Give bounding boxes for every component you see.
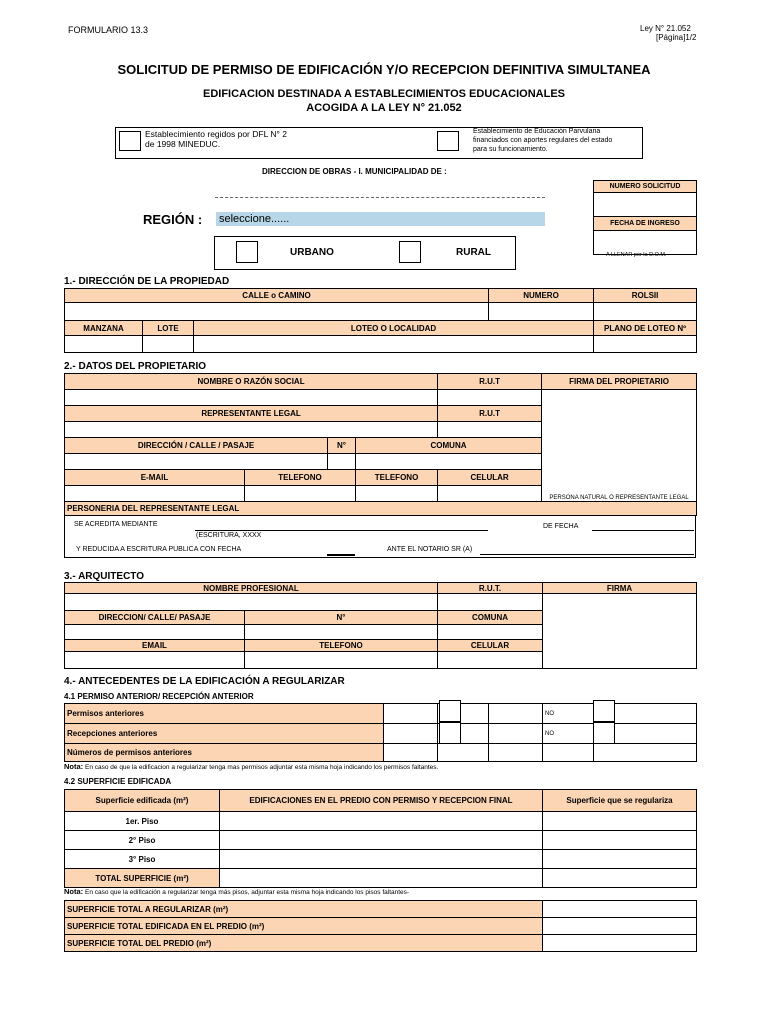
sup-regularizar-cell[interactable] [543,901,697,918]
region-select[interactable]: seleccione...... [216,212,545,226]
form-subtitle-1: EDIFICACION DESTINADA A ESTABLECIMIENTOS EDUCACIONALES [203,88,565,100]
piso-2-regulariza-cell[interactable] [543,831,697,850]
numeros-cell-5[interactable] [594,744,697,762]
notario-line[interactable] [480,554,694,555]
arq-firma-cell[interactable] [543,594,697,669]
arq-rut-header: R.U.T. [438,583,543,594]
arq-comuna-header: COMUNA [438,611,543,625]
totals-table [64,900,697,952]
numero-solicitud-cell[interactable] [594,193,697,217]
representante-header: REPRESENTANTE LEGAL [65,406,438,422]
lote-cell[interactable] [143,336,194,353]
rut-header: R.U.T [438,374,542,390]
office-use-table [593,180,697,255]
arq-direccion-cell[interactable] [65,625,245,640]
personeria-header: PERSONERIA DEL REPRESENTANTE LEGAL [65,502,697,516]
lote-header: LOTE [143,321,194,336]
permisos-label: Permisos anteriores [65,704,384,724]
rural-checkbox[interactable] [399,241,421,263]
nota-1 [64,762,438,771]
telefono2-header: TELEFONO [356,470,438,486]
arq-nombre-cell[interactable] [65,594,438,611]
arq-email-header: EMAIL [65,640,245,652]
nota-2 [64,887,409,896]
comuna-cell[interactable] [356,454,542,470]
sup-edificada-cell[interactable] [543,918,697,935]
calle-header: CALLE o CAMINO [65,289,489,303]
acredita-label: SE ACREDITA MEDIANTE [74,521,158,528]
numero-header: NUMERO [489,289,594,303]
persona-note: PERSONA NATURAL O REPRESENTANTE LEGAL [549,495,689,501]
nota-1-text: En caso de que la edificacion a regularizar tenga mas permisos adjuntar esta misma hoja indicando los permisos faltantes. [84,764,439,771]
total-regulariza-cell[interactable] [543,869,697,888]
numeros-cell-2[interactable] [438,744,489,762]
loteo-cell[interactable] [194,336,594,353]
manzana-header: MANZANA [65,321,143,336]
arq-celular-cell[interactable] [438,652,543,669]
section-4-2-title: 4.2 SUPERFICIE EDIFICADA [64,777,172,786]
celular-header: CELULAR [438,470,542,486]
arq-telefono-header: TELEFONO [245,640,438,652]
arq-direccion-header: DIRECCION/ CALLE/ PASAJE [65,611,245,625]
total-label: TOTAL SUPERFICIE (m²) [65,869,220,888]
rut-cell[interactable] [438,390,542,406]
telefono2-cell[interactable] [356,486,438,502]
recepciones-label: Recepciones anteriores [65,724,384,744]
municipality-label: DIRECCION DE OBRAS - I. MUNICIPALIDAD DE : [262,167,447,176]
nota-1-label: Nota: [64,762,84,771]
celular-cell[interactable] [438,486,542,502]
urbano-checkbox[interactable] [236,241,258,263]
reducida-label: Y REDUCIDA A ESCRITURA PUBLICA CON FECHA [76,546,242,553]
parvularia-label-2: financiados con aportes regulares del estado [473,137,613,144]
municipality-line [215,197,545,198]
arq-numero-cell[interactable] [245,625,438,640]
numero-owner-header: N° [328,438,356,454]
de-fecha-label: DE FECHA [543,523,579,530]
recepciones-no-cell [489,724,543,744]
arq-firma-header: FIRMA [543,583,697,594]
office-note: A LLENAR por la D.O.M. [606,252,667,258]
representante-cell[interactable] [65,422,438,438]
page-number: [Página]1/2 [656,33,697,42]
urbano-label: URBANO [290,247,334,258]
sup-edificada-label: SUPERFICIE TOTAL EDIFICADA EN EL PREDIO (m²) [65,918,543,935]
telefono1-header: TELEFONO [245,470,356,486]
region-label: REGIÓN : [143,212,203,227]
acredita-line[interactable] [195,530,488,531]
numeros-cell-3[interactable] [489,744,543,762]
piso-3-permiso-cell[interactable] [220,850,543,869]
numero-owner-cell[interactable] [328,454,356,470]
de-fecha-line[interactable] [592,530,694,531]
numeros-label: Números de permisos anteriores [65,744,384,762]
section-1-title: 1.- DIRECCIÓN DE LA PROPIEDAD [64,276,230,287]
form-id: FORMULARIO 13.3 [68,25,149,35]
arq-telefono-cell[interactable] [245,652,438,669]
architect-table [64,582,697,669]
nombre-cell[interactable] [65,390,438,406]
parvularia-label-3: para su funcionamiento. [473,146,548,153]
surface-col3-header: Superficie que se regulariza [543,790,697,812]
plano-cell[interactable] [594,336,697,353]
piso-3-regulariza-cell[interactable] [543,850,697,869]
section-4-1-title: 4.1 PERMISO ANTERIOR/ RECEPCIÓN ANTERIOR [64,692,254,701]
direccion-header: DIRECCIÓN / CALLE / PASAJE [65,438,328,454]
numeros-cell-4[interactable] [543,744,594,762]
arq-rut-cell[interactable] [438,594,543,611]
sup-regularizar-label: SUPERFICIE TOTAL A REGULARIZAR (m²) [65,901,543,918]
permisos-no-label: NO [543,704,594,724]
surface-col2-header: EDIFICACIONES EN EL PREDIO CON PERMISO Y RECEPCION FINAL [220,790,543,812]
permisos-no-cell [489,704,543,724]
email-header: E-MAIL [65,470,245,486]
numero-cell[interactable] [489,303,594,321]
piso-2-label: 2° Piso [65,831,220,850]
sup-predio-label: SUPERFICIE TOTAL DEL PREDIO (m²) [65,935,543,952]
arq-nombre-header: NOMBRE PROFESIONAL [65,583,438,594]
rut-rep-cell[interactable] [438,422,542,438]
calle-cell[interactable] [65,303,489,321]
nota-2-label: Nota: [64,887,84,896]
email-cell[interactable] [65,486,245,502]
form-subtitle-2: ACOGIDA A LA LEY N° 21.052 [306,102,462,114]
comuna-header: COMUNA [356,438,542,454]
dfl-label-2: de 1998 MINEDUC. [145,139,221,149]
plano-header: PLANO DE LOTEO Nº [594,321,697,336]
arq-email-cell[interactable] [65,652,245,669]
direccion-cell[interactable] [65,454,328,470]
surface-table [64,789,697,888]
reducida-line[interactable] [327,554,355,556]
section-4-title: 4.- ANTECEDENTES DE LA EDIFICACIÓN A REGULARIZAR [64,676,345,687]
section-3-title: 3.- ARQUITECTO [64,571,145,582]
nombre-header: NOMBRE O RAZÓN SOCIAL [65,374,438,390]
firma-header: FIRMA DEL PROPIETARIO [542,374,697,390]
recepciones-no-label: NO [543,724,594,744]
manzana-cell[interactable] [65,336,143,353]
piso-1-regulariza-cell[interactable] [543,812,697,831]
property-table [64,288,697,353]
escritura-label: (ESCRITURA, XXXX [196,532,262,539]
sup-predio-cell[interactable] [543,935,697,952]
total-permiso-cell[interactable] [220,869,543,888]
permisos-no-checkbox[interactable] [593,700,615,722]
recepciones-no-checkbox[interactable] [593,722,615,744]
parvularia-checkbox[interactable] [437,131,459,151]
piso-1-label: 1er. Piso [65,812,220,831]
piso-3-label: 3° Piso [65,850,220,869]
section-2-title: 2.- DATOS DEL PROPIETARIO [64,361,207,372]
recepciones-si-checkbox[interactable] [439,722,461,744]
dfl-label-1: Establecimiento regidos por DFL N° 2 [145,129,287,139]
arq-celular-header: CELULAR [438,640,543,652]
piso-1-permiso-cell[interactable] [220,812,543,831]
numeros-cell-1[interactable] [384,744,438,762]
permisos-si-checkbox[interactable] [439,700,461,722]
fecha-ingreso-cell[interactable] [594,231,697,255]
owner-table [64,373,697,516]
rol-header: ROLSII [594,289,697,303]
rut-rep-header: R.U.T [438,406,542,422]
form-title: SOLICITUD DE PERMISO DE EDIFICACIÓN Y/O RECEPCION DEFINITIVA SIMULTANEA [117,62,651,77]
nota-2-text: En caso que la edificación a regularizar tenga más pisos, adjuntar esta misma hoja indicando los pisos faltantes- [84,889,410,896]
numero-solicitud-label: NUMERO SOLICITUD [594,181,697,193]
firma-cell[interactable] [542,390,697,502]
notario-label: ANTE EL NOTARIO SR (A) [387,546,473,553]
piso-2-permiso-cell[interactable] [220,831,543,850]
law-number: Ley N° 21.052 [640,24,691,33]
arq-comuna-cell[interactable] [438,625,543,640]
recepciones-si-cell [384,724,438,744]
arq-numero-header: N° [245,611,438,625]
dfl-checkbox[interactable] [119,131,141,151]
surface-col1-header: Superficie edificada (m²) [65,790,220,812]
telefono1-cell[interactable] [245,486,356,502]
rol-cell[interactable] [594,303,697,321]
loteo-header: LOTEO O LOCALIDAD [194,321,594,336]
parvularia-label-1: Establecimiento de Educación Parvularia [473,128,601,135]
fecha-ingreso-label: FECHA DE INGRESO [594,217,697,231]
rural-label: RURAL [456,247,491,258]
permisos-si-cell [384,704,438,724]
